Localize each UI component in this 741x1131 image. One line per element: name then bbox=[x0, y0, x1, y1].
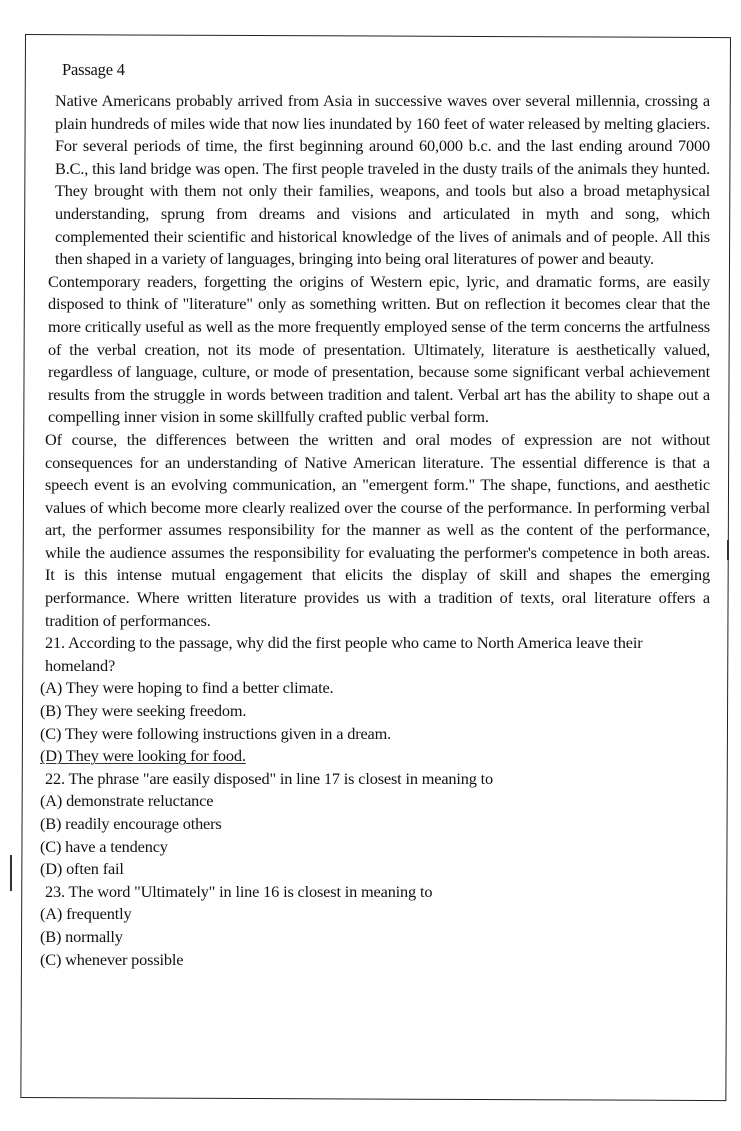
question-number: 21. bbox=[45, 633, 65, 653]
answer-option-b[interactable]: (B) They were seeking freedom. bbox=[40, 701, 247, 721]
question-prompt bbox=[45, 632, 710, 677]
document-content bbox=[40, 60, 710, 971]
question-text: The phrase "are easily disposed" in line 17 is closest in meaning to bbox=[68, 768, 494, 788]
answer-option-d[interactable]: (D) often fail bbox=[40, 859, 124, 879]
passage-paragraph-2: Contemporary readers, forgetting the origins of Western epic, lyric, and dramatic forms, are easily disposed to think of "literature" only as something written. But on reflection it becomes clear that the more critically useful as well as the more frequently employed sense of the term concerns the artfulness of the verbal creation, not its mode of presentation. Ultimately, literature is aesthetically valued, regardless of language, culture, or mode of presentation, because some significant verbal achievement results from the struggle in words between tradition and talent. Verbal art has the ability to shape out a compelling inner vision in some skillfully crafted public verbal form. bbox=[48, 271, 710, 427]
answer-option-c[interactable]: (C) They were following instructions given in a dream. bbox=[40, 723, 392, 743]
question-text: The word "Ultimately" in line 16 is closest in meaning to bbox=[68, 881, 433, 901]
answer-option-b[interactable]: (B) readily encourage others bbox=[40, 814, 222, 833]
question-number: 22. bbox=[45, 768, 65, 788]
question-prompt bbox=[45, 768, 710, 791]
answer-option-a[interactable]: (A) They were hoping to find a better climate. bbox=[40, 678, 334, 698]
passage-paragraph-1: Native Americans probably arrived from Asia in successive waves over several millennia, crossing a plain hundreds of miles wide that now lies inundated by 160 feet of water released by melting glaciers. For several periods of time, the first beginning around 60,000 b.c. and the last ending around 7000 B.C., this land bridge was open. The first people traveled in the dusty trails of the animals they hunted. They brought with them not only their families, weapons, and tools but also a broad metaphysical understanding, sprung from dreams and visions and articulated in myth and song, which complemented their scientific and historical knowledge of the lives of animals and of people. All this then shaped in a variety of languages, bringing into being oral literatures of power and beauty. bbox=[55, 91, 710, 269]
passage-paragraph-3: Of course, the differences between the written and oral modes of expression are not without consequences for an understanding of Native American literature. The essential difference is that a speech event is an evolving communication, an "emergent form." The shape, functions, and aesthetic values of which become more clearly realized over the course of the performance. In performing verbal art, the performer assumes responsibility for the manner as well as the content of the performance, while the audience assumes the responsibility for evaluating the performer's competence in both areas. It is this intense mutual engagement that elicits the display of skill and shapes the emerging performance. Where written literature provides us with a tradition of texts, oral literature offers a tradition of performances. bbox=[45, 429, 710, 630]
margin-mark bbox=[727, 540, 729, 560]
question-text: According to the passage, why did the first people who came to North America leave their homeland? bbox=[45, 633, 643, 675]
passage-title: Passage 4 bbox=[62, 60, 125, 79]
answer-option-c[interactable]: (C) have a tendency bbox=[40, 836, 168, 856]
margin-mark bbox=[10, 855, 12, 891]
question-23 bbox=[40, 881, 710, 971]
answer-option-a[interactable]: (A) frequently bbox=[40, 904, 132, 924]
question-prompt bbox=[45, 881, 710, 904]
answer-option-d-marked[interactable]: (D) They were looking for food. bbox=[40, 746, 246, 766]
answer-option-a-marked[interactable]: (A) demonstrate reluctance bbox=[40, 791, 214, 811]
answer-option-b[interactable]: (B) normally bbox=[40, 926, 123, 946]
question-22 bbox=[40, 768, 710, 881]
answer-option-c[interactable]: (C) whenever possible bbox=[40, 949, 184, 969]
question-21 bbox=[40, 632, 710, 768]
question-number: 23. bbox=[45, 881, 65, 901]
